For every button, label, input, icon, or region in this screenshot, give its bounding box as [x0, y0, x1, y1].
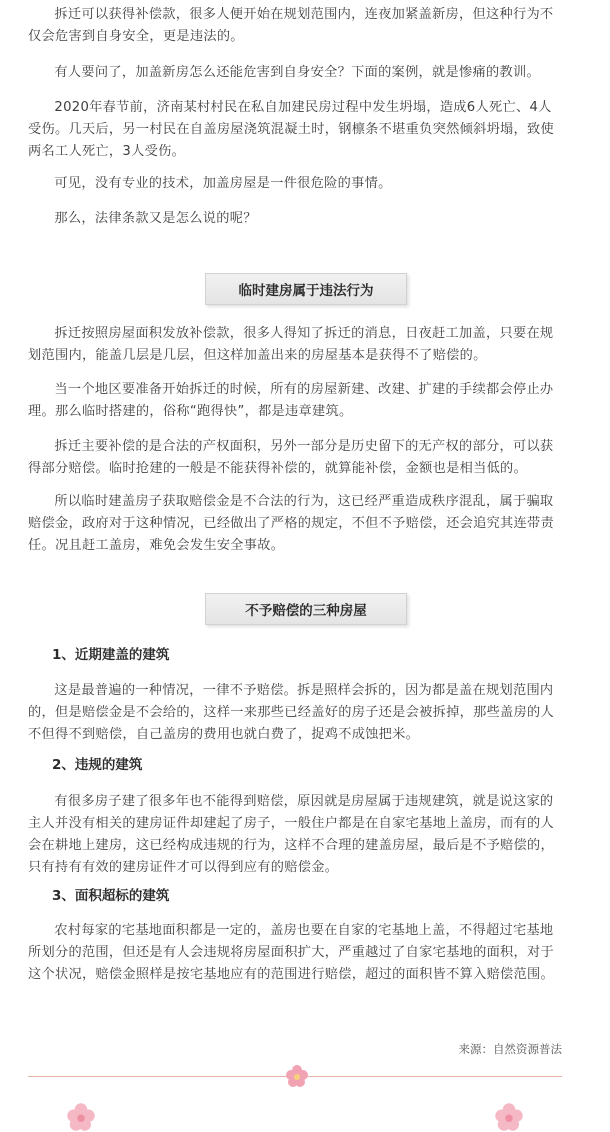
source-credit: 来源：自然资源普法	[458, 1042, 562, 1056]
section-title-no-compensation: 不予赔偿的三种房屋	[205, 593, 407, 625]
item-3-heading: 3、面积超标的建筑	[52, 888, 170, 904]
intro-paragraph-1: 拆迁可以获得补偿款，很多人便开始在规划范围内，连夜加紧盖新房，但这种行为不仅会危害到自身安全，更是违法的。	[28, 7, 554, 44]
item-3-text: 农村每家的宅基地面积都是一定的，盖房也要在自家的宅基地上盖，不得超过宅基地所划分的范围，但还是有人会违规将房屋面积扩大，严重越过了自家宅基地的面积，对于这个状况，赔偿金照样是按宅基地应有的范围进行赔偿，超过的面积皆不算入赔偿范围。	[28, 923, 555, 982]
item-2-text: 有很多房子建了很多年也不能得到赔偿，原因就是房屋属于违规建筑，就是说这家的主人并没有相关的建房证件却建起了房子，一般住户都是在自家宅基地上盖房，而有的人会在耕地上建房，这已经构成违规的行为，这样不合理的建盖房屋，最后是不予赔偿的，只有持有有效的建房证件才可以得到应有的赔偿金。	[28, 794, 555, 875]
item-1-heading: 1、近期建盖的建筑	[52, 647, 170, 663]
section1-paragraph-2: 当一个地区要准备开始拆迁的时候，所有的房屋新建、改建、扩建的手续都会停止办理。那么临时搭建的，俗称“跑得快”，都是违章建筑。	[28, 382, 554, 419]
flower-left-icon	[66, 1102, 96, 1132]
section1-paragraph-4: 所以临时建盖房子获取赔偿金是不合法的行为，这已经严重造成秩序混乱，属于骗取赔偿金，政府对于这种情况，已经做出了严格的规定，不但不予赔偿，还会追究其连带责任。况且赶工盖房，难免会发生安全事故。	[28, 494, 555, 553]
item-2-heading: 2、违规的建筑	[52, 757, 143, 773]
section-title-illegal-building: 临时建房属于违法行为	[205, 273, 407, 305]
flower-divider-icon	[285, 1064, 309, 1088]
item-1-text: 这是最普遍的一种情况，一律不予赔偿。拆是照样会拆的，因为都是盖在规划范围内的，但是赔偿金是不会给的，这样一来那些已经盖好的房子还是会被拆掉，那些盖房的人不但得不到赔偿，自己盖房的费用也就白费了，捉鸡不成蚀把米。	[28, 683, 555, 742]
intro-paragraph-3: 2020年春节前，济南某村村民在私自加建民房过程中发生坍塌，造成6人死亡、4人受伤。几天后，另一村民在自盖房屋浇筑混凝土时，钢檩条不堪重负突然倾斜坍塌，致使两名工人死亡，3人受伤。	[28, 100, 555, 159]
intro-paragraph-2: 有人要问了，加盖新房怎么还能危害到自身安全？下面的案例，就是惨痛的教训。	[54, 65, 540, 80]
flower-right-icon	[494, 1102, 524, 1132]
section1-paragraph-3: 拆迁主要补偿的是合法的产权面积，另外一部分是历史留下的无产权的部分，可以获得部分赔偿。临时抢建的一般是不能获得补偿的，就算能补偿，金额也是相当低的。	[28, 439, 554, 476]
intro-paragraph-5: 那么，法律条款又是怎么说的呢？	[54, 211, 257, 226]
intro-paragraph-4: 可见，没有专业的技术，加盖房屋是一件很危险的事情。	[54, 176, 392, 191]
section1-paragraph-1: 拆迁按照房屋面积发放补偿款，很多人得知了拆迁的消息，日夜赶工加盖，只要在规划范围内，能盖几层是几层，但这样加盖出来的房屋基本是获得不了赔偿的。	[28, 326, 554, 363]
